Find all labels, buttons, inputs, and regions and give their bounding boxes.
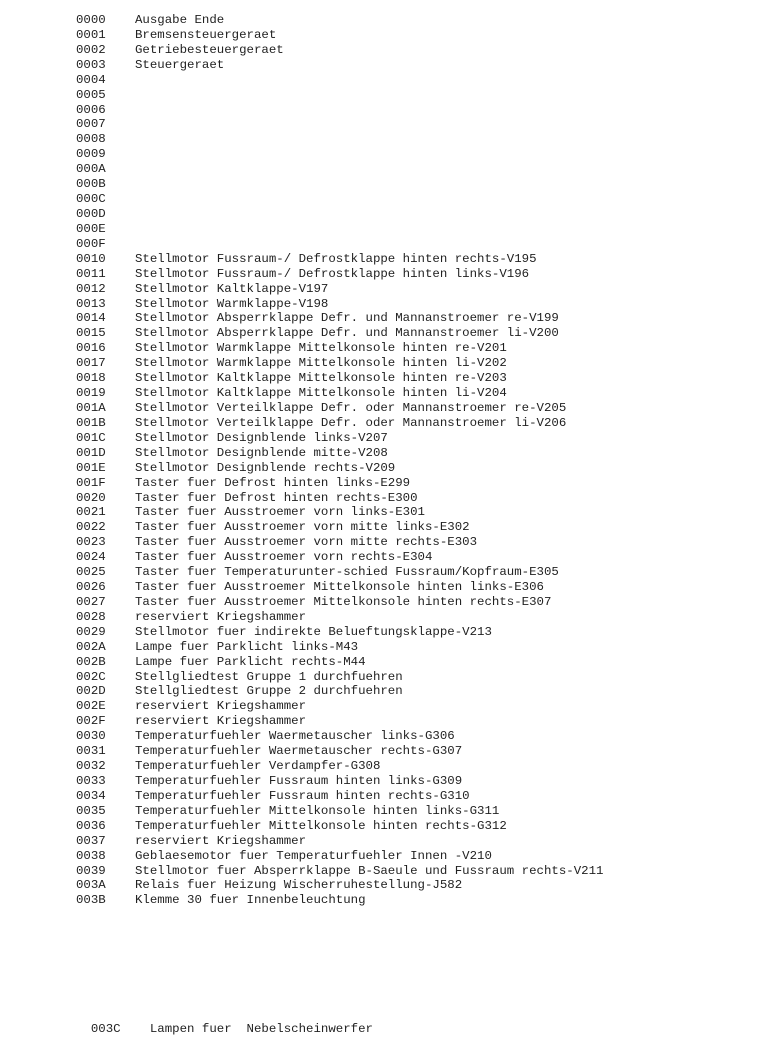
entry-text: Stellmotor Kaltklappe Mittelkonsole hinten re-V203 — [135, 371, 507, 386]
entry-text: Stellmotor Designblende mitte-V208 — [135, 445, 388, 460]
entry-code: 0016 — [76, 341, 106, 356]
entry-code: 0029 — [76, 624, 106, 639]
list-item — [76, 326, 603, 341]
entry-text: Temperaturfuehler Waermetauscher rechts-G307 — [135, 744, 463, 759]
list-item — [76, 729, 603, 744]
entry-code: 000C — [76, 192, 106, 207]
list-item — [76, 341, 603, 356]
entry-code: 0019 — [76, 386, 106, 401]
entry-code: 000A — [76, 162, 106, 177]
list-item — [76, 670, 603, 685]
list-item — [76, 491, 603, 506]
list-item — [76, 893, 603, 908]
list-item — [76, 162, 603, 177]
entry-code: 002C — [76, 669, 106, 684]
list-item — [76, 13, 603, 28]
list-item — [76, 476, 603, 491]
list-item — [76, 356, 603, 371]
entry-code: 002D — [76, 684, 106, 699]
entry-code: 001B — [76, 415, 106, 430]
list-item — [76, 505, 603, 520]
list-item-last — [76, 1007, 373, 1036]
entry-code: 0025 — [76, 565, 106, 580]
list-item — [76, 550, 603, 565]
entry-text: Lampe fuer Parklicht links-M43 — [135, 639, 359, 654]
code-list — [76, 13, 603, 908]
entry-code: 001F — [76, 475, 106, 490]
entry-code: 0033 — [76, 774, 106, 789]
entry-code: 0037 — [76, 833, 106, 848]
list-item — [76, 655, 603, 670]
list-item — [76, 804, 603, 819]
entry-text: Taster fuer Temperaturunter-schied Fussraum/Kopfraum-E305 — [135, 565, 559, 580]
entry-code: 0028 — [76, 609, 106, 624]
list-item — [76, 237, 603, 252]
entry-code: 0015 — [76, 326, 106, 341]
entry-code: 002E — [76, 699, 106, 714]
entry-text: Temperaturfuehler Verdampfer-G308 — [135, 759, 381, 774]
entry-text: Steuergeraet — [135, 57, 225, 72]
list-item — [76, 834, 603, 849]
entry-code: 002F — [76, 714, 106, 729]
entry-text: Stellmotor Absperrklappe Defr. und Mannanstroemer re-V199 — [135, 311, 559, 326]
entry-text: Temperaturfuehler Mittelkonsole hinten rechts-G312 — [135, 818, 507, 833]
entry-code: 000D — [76, 206, 106, 221]
entry-text: reserviert Kriegshammer — [135, 833, 307, 848]
entry-text: Temperaturfuehler Fussraum hinten rechts-G310 — [135, 788, 470, 803]
entry-code: 0014 — [76, 311, 106, 326]
entry-code: 0024 — [76, 550, 106, 565]
entry-code: 0008 — [76, 132, 106, 147]
entry-text: Temperaturfuehler Waermetauscher links-G306 — [135, 729, 455, 744]
entry-code: 0003 — [76, 57, 106, 72]
entry-text: Stellgliedtest Gruppe 2 durchfuehren — [135, 684, 403, 699]
entry-code: 0006 — [76, 102, 106, 117]
list-item — [76, 28, 603, 43]
entry-code: 0021 — [76, 505, 106, 520]
entry-text: Stellmotor Verteilklappe Defr. oder Mannanstroemer re-V205 — [135, 400, 567, 415]
list-item — [76, 207, 603, 222]
entry-code: 0005 — [76, 87, 106, 102]
entry-code: 0023 — [76, 535, 106, 550]
entry-code: 0036 — [76, 818, 106, 833]
list-item — [76, 297, 603, 312]
entry-code: 0039 — [76, 863, 106, 878]
entry-code: 0007 — [76, 117, 106, 132]
entry-text: Stellmotor Warmklappe Mittelkonsole hinten li-V202 — [135, 356, 507, 371]
entry-text: Klemme 30 fuer Innenbeleuchtung — [135, 893, 366, 908]
entry-text: Geblaesemotor fuer Temperaturfuehler Innen -V210 — [135, 848, 492, 863]
entry-text: Taster fuer Defrost hinten rechts-E300 — [135, 490, 418, 505]
list-item — [76, 878, 603, 893]
entry-text: Stellmotor Verteilklappe Defr. oder Mannanstroemer li-V206 — [135, 415, 567, 430]
entry-text: Stellmotor Kaltklappe Mittelkonsole hinten li-V204 — [135, 386, 507, 401]
entry-code: 0027 — [76, 594, 106, 609]
list-item — [76, 714, 603, 729]
list-item — [76, 401, 603, 416]
entry-text: Taster fuer Ausstroemer vorn links-E301 — [135, 505, 425, 520]
entry-text: Stellmotor Warmklappe Mittelkonsole hinten re-V201 — [135, 341, 507, 356]
list-item — [76, 535, 603, 550]
list-item — [76, 625, 603, 640]
list-item — [76, 88, 603, 103]
entry-text: Lampe fuer Parklicht rechts-M44 — [135, 654, 366, 669]
entry-code: 0012 — [76, 281, 106, 296]
list-item — [76, 147, 603, 162]
list-item — [76, 684, 603, 699]
entry-code: 0000 — [76, 13, 106, 27]
entry-code: 002B — [76, 654, 106, 669]
list-item — [76, 117, 603, 132]
list-item — [76, 744, 603, 759]
entry-text: Stellmotor fuer indirekte Belueftungsklappe-V213 — [135, 624, 492, 639]
entry-text: Taster fuer Defrost hinten links-E299 — [135, 475, 411, 490]
entry-text: reserviert Kriegshammer — [135, 609, 307, 624]
entry-code: 000B — [76, 177, 106, 192]
list-item — [76, 849, 603, 864]
entry-text: Stellmotor Warmklappe-V198 — [135, 296, 329, 311]
list-item — [76, 192, 603, 207]
entry-text: Lampen fuer Nebelscheinwerfer — [149, 1022, 373, 1036]
entry-text: Stellmotor Fussraum-/ Defrostklappe hinten links-V196 — [135, 266, 530, 281]
list-item — [76, 132, 603, 147]
list-item — [76, 640, 603, 655]
entry-code: 0030 — [76, 729, 106, 744]
list-item — [76, 58, 603, 73]
entry-text: Stellmotor Absperrklappe Defr. und Mannanstroemer li-V200 — [135, 326, 559, 341]
entry-code: 0017 — [76, 356, 106, 371]
entry-text: Taster fuer Ausstroemer Mittelkonsole hinten links-E306 — [135, 580, 544, 595]
entry-text: Temperaturfuehler Mittelkonsole hinten links-G311 — [135, 803, 500, 818]
entry-code: 0031 — [76, 744, 106, 759]
list-item — [76, 386, 603, 401]
list-item — [76, 73, 603, 88]
entry-code: 003C — [90, 1022, 121, 1036]
entry-code: 000F — [76, 236, 106, 251]
entry-text: reserviert Kriegshammer — [135, 699, 307, 714]
list-item — [76, 416, 603, 431]
entry-code: 001E — [76, 460, 106, 475]
entry-code: 000E — [76, 221, 106, 236]
list-item — [76, 282, 603, 297]
list-item — [76, 43, 603, 58]
list-item — [76, 819, 603, 834]
entry-text: Taster fuer Ausstroemer Mittelkonsole hinten rechts-E307 — [135, 594, 552, 609]
list-item — [76, 864, 603, 879]
entry-code: 0034 — [76, 788, 106, 803]
list-item — [76, 520, 603, 535]
entry-text: Getriebesteuergeraet — [135, 42, 284, 57]
entry-code: 0022 — [76, 520, 106, 535]
list-item — [76, 431, 603, 446]
list-item — [76, 610, 603, 625]
entry-code: 001A — [76, 400, 106, 415]
entry-text: Stellmotor Designblende rechts-V209 — [135, 460, 396, 475]
list-item — [76, 580, 603, 595]
list-item — [76, 461, 603, 476]
entry-text: Stellmotor Designblende links-V207 — [135, 430, 388, 445]
list-item — [76, 699, 603, 714]
list-item — [76, 177, 603, 192]
entry-text: Ausgabe Ende — [135, 13, 225, 27]
entry-code: 0013 — [76, 296, 106, 311]
entry-text: Taster fuer Ausstroemer vorn mitte links-E302 — [135, 520, 470, 535]
list-item — [76, 565, 603, 580]
entry-text: Relais fuer Heizung Wischerruhestellung-J582 — [135, 878, 463, 893]
list-item — [76, 371, 603, 386]
entry-text: Temperaturfuehler Fussraum hinten links-G309 — [135, 774, 463, 789]
list-item — [76, 595, 603, 610]
entry-code: 001D — [76, 445, 106, 460]
entry-code: 0026 — [76, 580, 106, 595]
entry-code: 001C — [76, 430, 106, 445]
entry-code: 0004 — [76, 72, 106, 87]
entry-text: Taster fuer Ausstroemer vorn rechts-E304 — [135, 550, 433, 565]
entry-text: Taster fuer Ausstroemer vorn mitte rechts-E303 — [135, 535, 478, 550]
list-item — [76, 252, 603, 267]
entry-code: 0002 — [76, 42, 106, 57]
entry-text: Stellmotor fuer Absperrklappe B-Saeule und Fussraum rechts-V211 — [135, 863, 604, 878]
entry-text: Stellmotor Kaltklappe-V197 — [135, 281, 329, 296]
entry-code: 003B — [76, 893, 106, 908]
list-item — [76, 789, 603, 804]
entry-code: 0038 — [76, 848, 106, 863]
list-item — [76, 446, 603, 461]
list-item — [76, 103, 603, 118]
entry-code: 002A — [76, 639, 106, 654]
entry-text: Stellmotor Fussraum-/ Defrostklappe hinten rechts-V195 — [135, 251, 537, 266]
list-item — [76, 267, 603, 282]
list-item — [76, 311, 603, 326]
entry-code: 003A — [76, 878, 106, 893]
entry-code: 0001 — [76, 27, 106, 42]
entry-text: Stellgliedtest Gruppe 1 durchfuehren — [135, 669, 403, 684]
entry-code: 0035 — [76, 803, 106, 818]
entry-code: 0011 — [76, 266, 106, 281]
entry-text: reserviert Kriegshammer — [135, 714, 307, 729]
list-item — [76, 222, 603, 237]
entry-code: 0018 — [76, 371, 106, 386]
list-item — [76, 759, 603, 774]
entry-code: 0010 — [76, 251, 106, 266]
list-item — [76, 774, 603, 789]
entry-code: 0032 — [76, 759, 106, 774]
entry-code: 0020 — [76, 490, 106, 505]
entry-text: Bremsensteuergeraet — [135, 27, 277, 42]
entry-code: 0009 — [76, 147, 106, 162]
